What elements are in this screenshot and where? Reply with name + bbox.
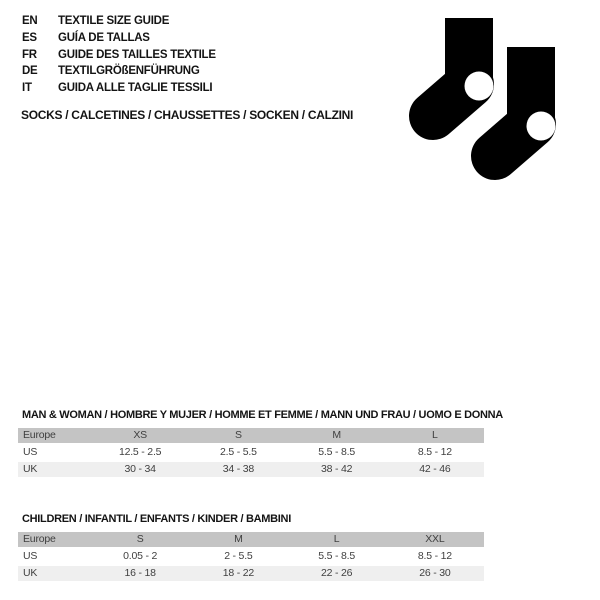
language-row-es	[22, 30, 216, 47]
size-value: 34 - 38	[189, 460, 287, 477]
size-value: 5.5 - 8.5	[288, 443, 386, 460]
row-label: US	[18, 547, 91, 564]
language-row-it	[22, 80, 216, 97]
table-row-us	[18, 443, 484, 460]
language-row-fr	[22, 47, 216, 64]
size-value: 30 - 34	[91, 460, 189, 477]
language-row-en	[22, 13, 216, 30]
category-title: SOCKS / CALCETINES / CHAUSSETTES / SOCKEN / CALZINI	[21, 108, 354, 122]
size-value: 16 - 18	[91, 564, 189, 581]
table-row-uk	[18, 460, 484, 477]
header-cell-region: Europe	[18, 428, 91, 443]
size-value: 8.5 - 12	[386, 443, 484, 460]
table-row-us	[18, 547, 484, 564]
language-code: EN	[22, 15, 38, 27]
size-value: 42 - 46	[386, 460, 484, 477]
table-header-row	[18, 532, 484, 547]
table-title-children: CHILDREN / INFANTIL / ENFANTS / KINDER / BAMBINI	[22, 513, 291, 525]
header-cell-size: M	[288, 428, 386, 443]
header-cell-size: XXL	[386, 532, 484, 547]
row-label: UK	[18, 460, 91, 477]
language-label: TEXTILGRÖßENFÜHRUNG	[58, 65, 200, 78]
language-row-de	[22, 63, 216, 80]
size-value: 2.5 - 5.5	[189, 443, 287, 460]
size-value: 38 - 42	[288, 460, 386, 477]
header-cell-size: M	[189, 532, 287, 547]
size-value: 2 - 5.5	[189, 547, 287, 564]
size-value: 18 - 22	[189, 564, 287, 581]
socks-icon	[400, 0, 600, 190]
table-title-man-woman: MAN & WOMAN / HOMBRE Y MUJER / HOMME ET FEMME / MANN UND FRAU / UOMO E DONNA	[22, 409, 503, 421]
table-header-row	[18, 428, 484, 443]
header-cell-size: L	[386, 428, 484, 443]
row-label: UK	[18, 564, 91, 581]
header-cell-size: L	[288, 532, 386, 547]
language-label: GUIDA ALLE TAGLIE TESSILI	[58, 82, 213, 95]
language-code: IT	[22, 82, 32, 95]
language-label: TEXTILE SIZE GUIDE	[58, 15, 170, 27]
size-value: 22 - 26	[288, 564, 386, 581]
language-code: FR	[22, 48, 37, 61]
header-cell-size: XS	[91, 428, 189, 443]
size-table-man-woman	[18, 428, 484, 477]
size-value: 8.5 - 12	[386, 547, 484, 564]
size-value: 5.5 - 8.5	[288, 547, 386, 564]
row-label: US	[18, 443, 91, 460]
language-list	[22, 13, 216, 97]
language-label: GUIDE DES TAILLES TEXTILE	[58, 48, 216, 61]
size-value: 12.5 - 2.5	[91, 443, 189, 460]
language-code: DE	[22, 65, 38, 78]
size-table-children	[18, 532, 484, 581]
table-row-uk	[18, 564, 484, 581]
header-cell-size: S	[189, 428, 287, 443]
language-label: GUÍA DE TALLAS	[58, 31, 150, 44]
header-cell-region: Europe	[18, 532, 91, 547]
header-cell-size: S	[91, 532, 189, 547]
language-code: ES	[22, 31, 37, 44]
size-value: 0.05 - 2	[91, 547, 189, 564]
size-value: 26 - 30	[386, 564, 484, 581]
